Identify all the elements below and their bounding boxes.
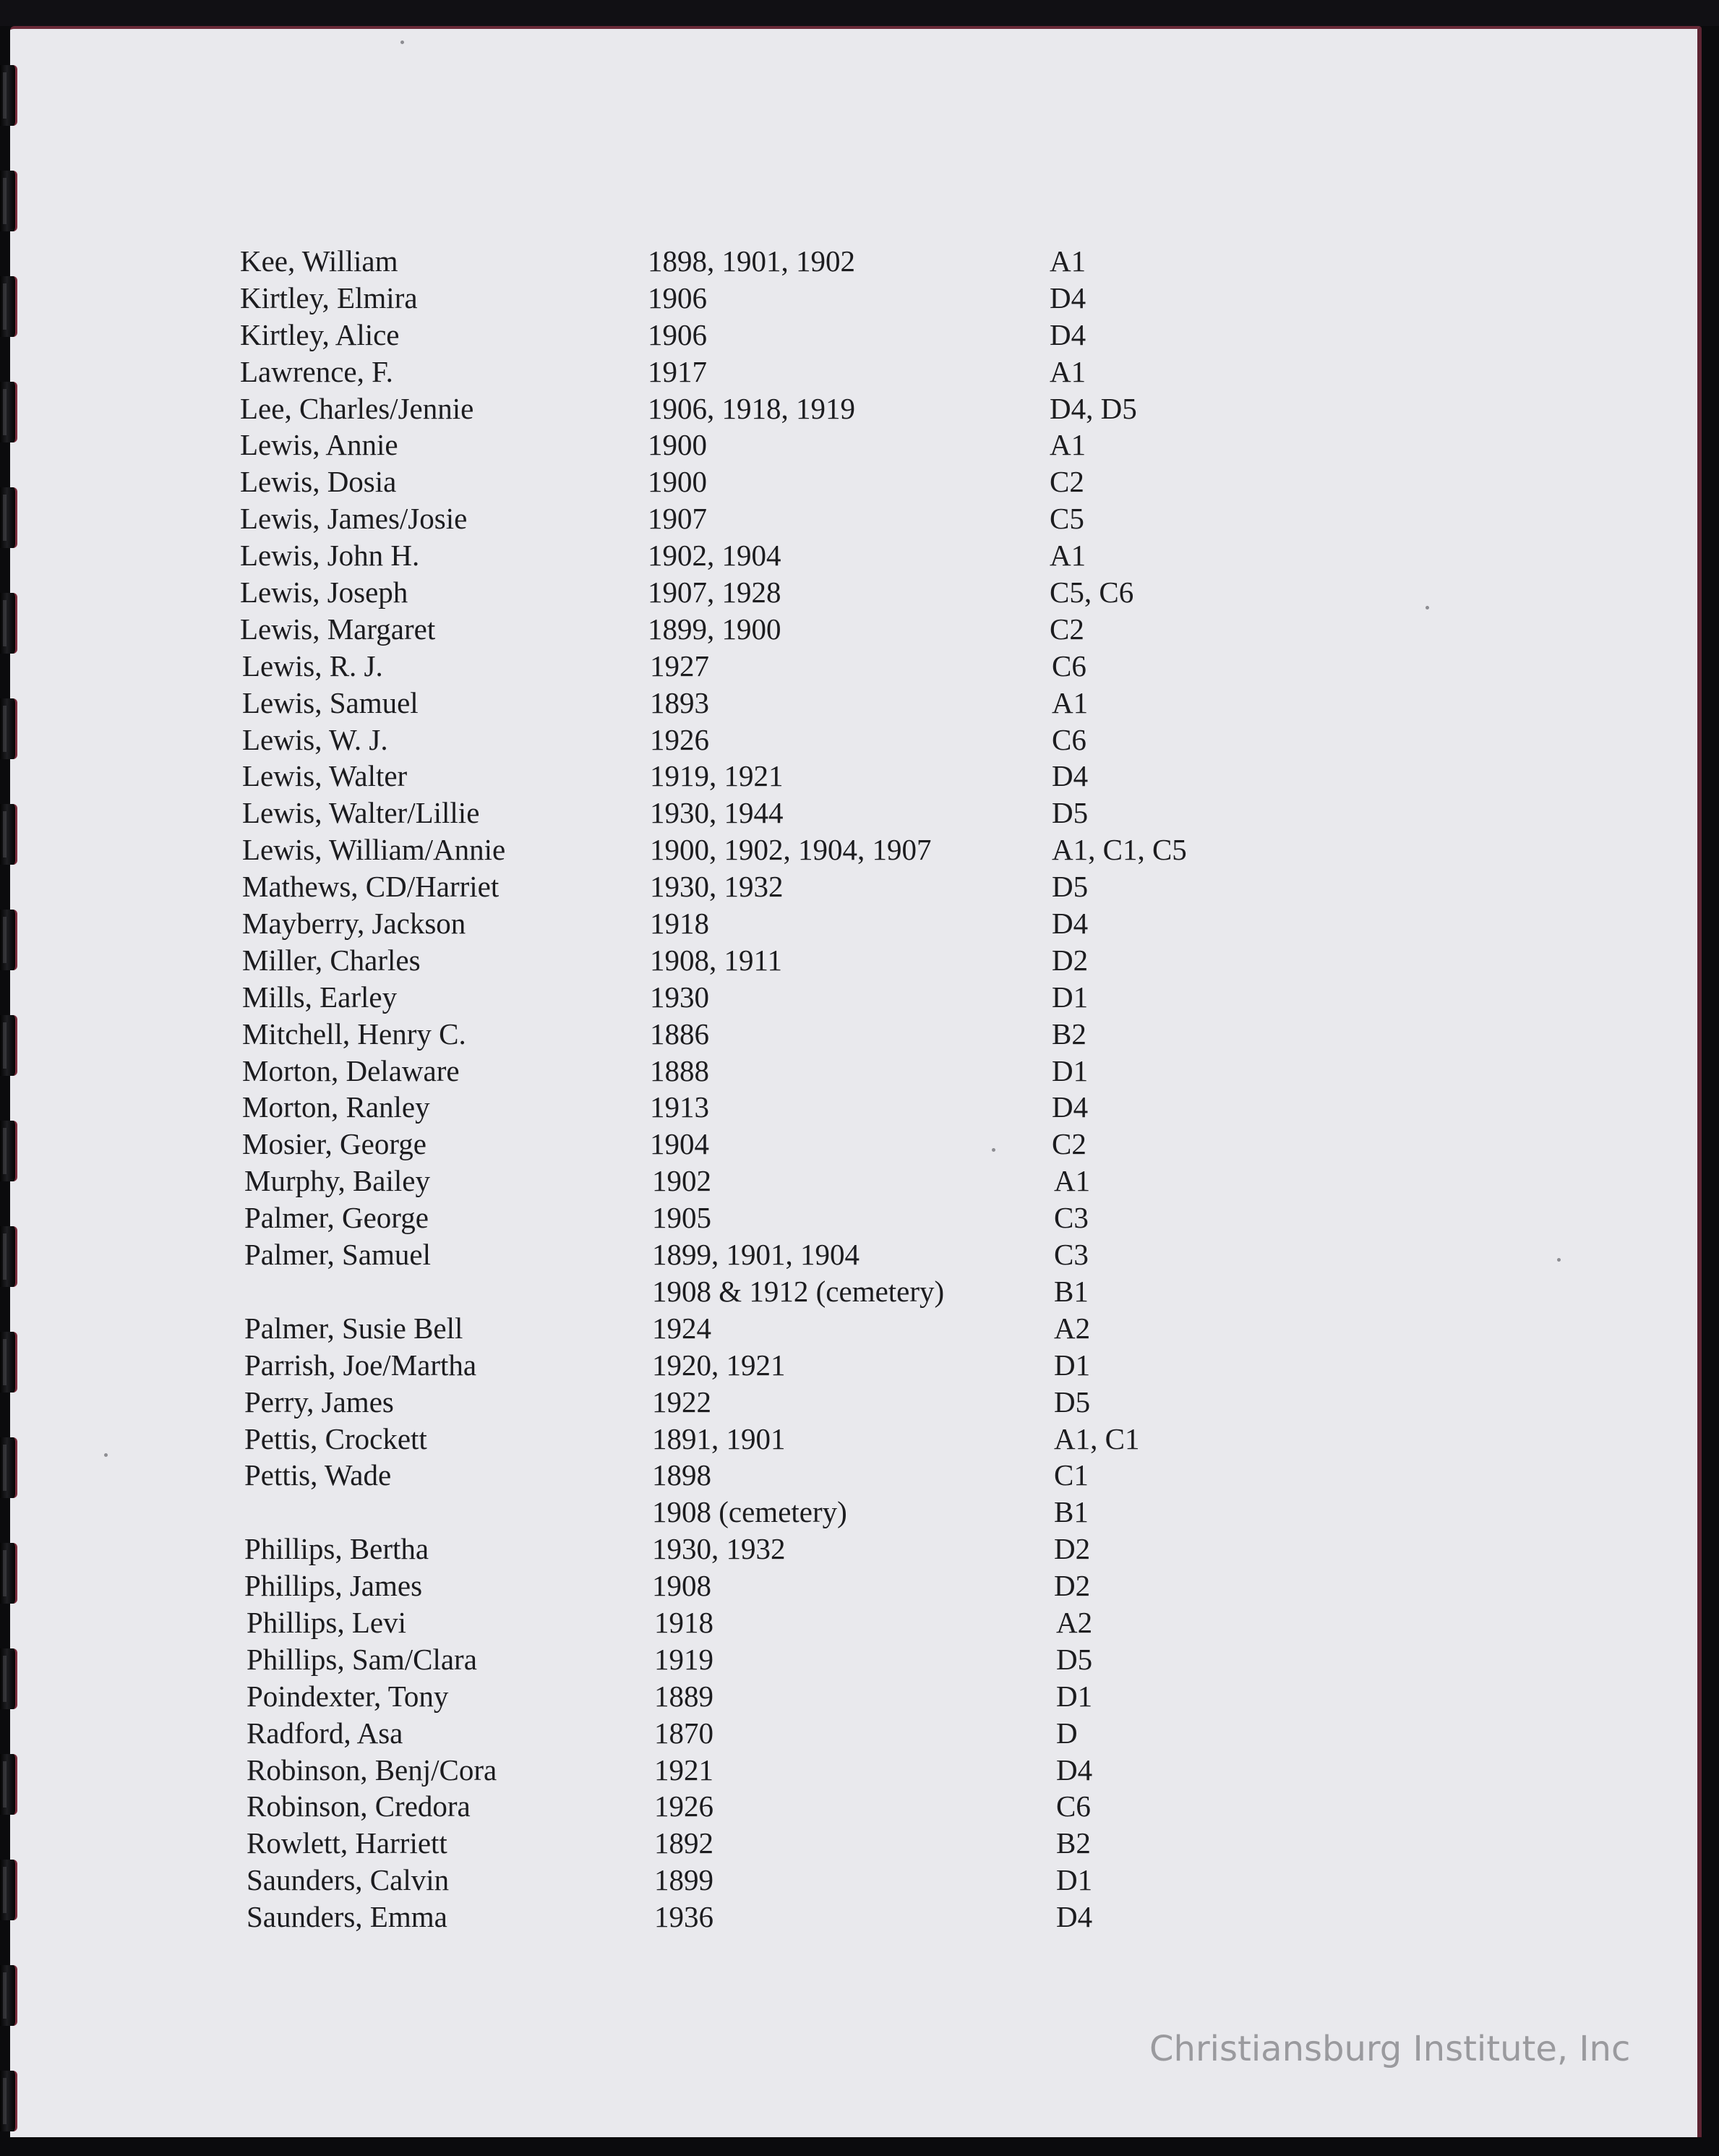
entry-location: D5: [1054, 1385, 1091, 1419]
entry-row: [240, 868, 1324, 905]
binding-ring: [0, 698, 17, 759]
entry-years: 1926: [654, 1789, 713, 1823]
entry-location: D4, D5: [1050, 391, 1137, 425]
entry-location: C2: [1052, 1127, 1086, 1161]
entry-name: Palmer, Susie Bell: [244, 1311, 463, 1345]
entry-name: Mills, Earley: [242, 980, 398, 1014]
entry-years: 1900: [648, 465, 707, 499]
binding-ring: [0, 487, 17, 548]
entry-location: D4: [1052, 759, 1089, 793]
entry-row: [240, 1825, 1324, 1862]
entry-location: D4: [1052, 1090, 1089, 1124]
entry-years: 1936: [654, 1900, 713, 1934]
entry-years: 1902, 1904: [648, 539, 781, 573]
entry-years: 1908 & 1912 (cemetery): [652, 1274, 945, 1308]
entry-row: [240, 574, 1324, 611]
entry-years: 1902: [652, 1164, 711, 1198]
entry-row: [240, 1604, 1324, 1641]
entry-location: B2: [1052, 1017, 1086, 1051]
entry-years: 1898, 1901, 1902: [648, 244, 855, 278]
entry-row: [240, 1199, 1324, 1236]
entry-years: 1899, 1901, 1904: [652, 1238, 860, 1272]
watermark-text: Christiansburg Institute, Inc: [1149, 2029, 1631, 2069]
entry-location: D1: [1054, 1348, 1091, 1382]
entry-years: 1907, 1928: [648, 576, 781, 609]
entry-row: [240, 1384, 1324, 1421]
entry-years: 1926: [650, 722, 709, 756]
entry-location: D5: [1052, 796, 1089, 830]
entry-row: [240, 1899, 1324, 1935]
entry-location: C3: [1054, 1238, 1089, 1272]
entry-location: D4: [1056, 1753, 1093, 1787]
entry-years: 1898: [652, 1458, 711, 1492]
entry-location: C6: [1052, 649, 1086, 683]
entry-years: 1920, 1921: [652, 1348, 786, 1382]
entry-row: [240, 758, 1324, 795]
entry-years: 1892: [654, 1826, 713, 1860]
entry-location: D4: [1050, 281, 1086, 315]
entry-location: A1, C1: [1054, 1421, 1140, 1455]
entry-row: [240, 795, 1324, 831]
entry-name: Lewis, Samuel: [242, 685, 419, 719]
entry-row: [240, 500, 1324, 537]
entry-location: C6: [1052, 722, 1086, 756]
entry-row: [240, 317, 1324, 354]
entry-name: Robinson, Credora: [247, 1789, 471, 1823]
entry-years: 1918: [654, 1605, 713, 1639]
entry-years: 1906: [648, 317, 707, 351]
entry-location: C5, C6: [1050, 576, 1134, 609]
entry-location: D2: [1052, 943, 1089, 977]
entry-name: Lewis, James/Josie: [240, 502, 468, 536]
entry-name: Lee, Charles/Jennie: [240, 391, 474, 425]
entry-location: A2: [1054, 1311, 1091, 1345]
entry-name: Morton, Delaware: [242, 1053, 460, 1087]
entry-location: A1: [1050, 354, 1086, 388]
entry-location: D5: [1056, 1642, 1093, 1676]
entry-location: D4: [1052, 907, 1089, 941]
entry-location: A1: [1050, 244, 1086, 278]
entry-name: Palmer, Samuel: [244, 1238, 431, 1272]
entry-row: [240, 1641, 1324, 1678]
entry-row: [240, 1862, 1324, 1899]
entry-name: Lewis, Dosia: [240, 465, 397, 499]
entry-location: A1: [1054, 1164, 1091, 1198]
entry-row: [240, 390, 1324, 427]
entry-years: 1908 (cemetery): [652, 1495, 847, 1529]
binding-ring: [0, 1437, 17, 1498]
binding-ring: [0, 1648, 17, 1709]
binding-ring: [0, 593, 17, 654]
entry-row: [240, 1053, 1324, 1090]
entry-years: 1893: [650, 685, 709, 719]
entry-location: D1: [1052, 1053, 1089, 1087]
entry-name: Lewis, Joseph: [240, 576, 408, 609]
entry-location: A2: [1056, 1605, 1093, 1639]
entry-years: 1930, 1932: [652, 1532, 786, 1566]
entry-location: D4: [1056, 1900, 1093, 1934]
entry-name: Morton, Ranley: [242, 1090, 430, 1124]
paper-speck: [1557, 1258, 1561, 1262]
entry-years: 1921: [654, 1753, 713, 1787]
entry-years: 1919: [654, 1642, 713, 1676]
entry-row: [240, 648, 1324, 685]
entry-name: Saunders, Calvin: [247, 1863, 450, 1897]
entry-name: Lewis, William/Annie: [242, 833, 506, 867]
top-background-strip: [0, 0, 1719, 26]
entry-years: 1900, 1902, 1904, 1907: [650, 833, 932, 867]
entry-location: D1: [1056, 1863, 1093, 1897]
entry-years: 1918: [650, 907, 709, 941]
binding-ring: [0, 276, 17, 337]
entry-row: [240, 354, 1324, 390]
entry-row: [240, 537, 1324, 574]
entry-name: Mitchell, Henry C.: [242, 1017, 466, 1051]
entry-name: Mosier, George: [242, 1127, 426, 1161]
binding-ring: [0, 65, 17, 126]
entry-row: [240, 1531, 1324, 1567]
entry-name: Pettis, Crockett: [244, 1421, 427, 1455]
entry-name: Murphy, Bailey: [244, 1164, 430, 1198]
binding-ring: [0, 1543, 17, 1604]
entry-row: [240, 1016, 1324, 1053]
document-page: [10, 26, 1702, 2137]
binding-ring: [0, 804, 17, 865]
entry-name: Phillips, Bertha: [244, 1532, 429, 1566]
entry-row: [240, 611, 1324, 648]
entry-location: D2: [1054, 1532, 1091, 1566]
entry-row: [240, 685, 1324, 722]
paper-speck: [992, 1148, 995, 1152]
entry-years: 1891, 1901: [652, 1421, 786, 1455]
entry-location: A1: [1050, 428, 1086, 462]
entry-years: 1924: [652, 1311, 711, 1345]
entry-location: A1: [1050, 539, 1086, 573]
entry-years: 1908, 1911: [650, 943, 782, 977]
entry-years: 1904: [650, 1127, 709, 1161]
entry-name: Lewis, Walter/Lillie: [242, 796, 480, 830]
binding-ring: [0, 171, 17, 231]
entry-years: 1906: [648, 281, 707, 315]
entry-name: Lewis, Walter: [242, 759, 408, 793]
entry-name: Lawrence, F.: [240, 354, 393, 388]
entry-name: Pettis, Wade: [244, 1458, 392, 1492]
binding-ring: [0, 1015, 17, 1076]
entry-name: Poindexter, Tony: [247, 1679, 449, 1713]
entry-years: 1899, 1900: [648, 612, 781, 646]
paper-speck: [400, 40, 404, 44]
entry-row: [240, 1126, 1324, 1163]
entry-years: 1927: [650, 649, 709, 683]
entry-location: B2: [1056, 1826, 1091, 1860]
entry-name: Lewis, Margaret: [240, 612, 436, 646]
entry-name: Perry, James: [244, 1385, 394, 1419]
paper-speck: [1426, 606, 1429, 609]
entry-row: [240, 1089, 1324, 1126]
binding-ring: [0, 1226, 17, 1287]
entry-name: Rowlett, Harriett: [247, 1826, 447, 1860]
entry-name: Phillips, James: [244, 1569, 423, 1603]
entry-location: D: [1056, 1716, 1078, 1750]
entry-years: 1899: [654, 1863, 713, 1897]
entry-years: 1889: [654, 1679, 713, 1713]
entry-row: [240, 905, 1324, 942]
entry-years: 1913: [650, 1090, 709, 1124]
entry-row: [240, 722, 1324, 758]
entry-location: B1: [1054, 1274, 1089, 1308]
entry-row: [240, 1678, 1324, 1715]
entry-row: [240, 243, 1324, 280]
binding-ring: [0, 1332, 17, 1393]
entry-years: 1900: [648, 428, 707, 462]
entry-years: 1907: [648, 502, 707, 536]
entry-name: Lewis, Annie: [240, 428, 398, 462]
entry-location: A1: [1052, 685, 1089, 719]
entry-location: C2: [1050, 465, 1084, 499]
entry-years: 1908: [652, 1569, 711, 1603]
entry-years: 1906, 1918, 1919: [648, 391, 855, 425]
entry-years: 1905: [652, 1201, 711, 1235]
entry-row: [240, 1347, 1324, 1384]
entry-row: [240, 1421, 1324, 1458]
binding-ring: [0, 1860, 17, 1920]
entry-row: [240, 831, 1324, 868]
entry-years: 1886: [650, 1017, 709, 1051]
entry-location: D5: [1052, 870, 1089, 904]
entry-row: [240, 1567, 1324, 1604]
entry-row: [240, 1236, 1324, 1273]
entry-name: Lewis, W. J.: [242, 722, 388, 756]
entry-row: [240, 280, 1324, 317]
entry-row: [240, 1752, 1324, 1789]
entry-row: [240, 1457, 1324, 1494]
entry-location: C5: [1050, 502, 1084, 536]
burial-index-list: [240, 243, 1324, 1935]
entry-location: D1: [1056, 1679, 1093, 1713]
entry-name: Phillips, Levi: [247, 1605, 406, 1639]
entry-years: 1917: [648, 354, 707, 388]
entry-row: [240, 1310, 1324, 1347]
entry-name: Lewis, John H.: [240, 539, 420, 573]
entry-name: Kee, William: [240, 244, 398, 278]
entry-location: D1: [1052, 980, 1089, 1014]
paper-speck: [104, 1453, 108, 1457]
entry-row: [240, 942, 1324, 979]
entry-name: Lewis, R. J.: [242, 649, 383, 683]
entry-location: B1: [1054, 1495, 1089, 1529]
entry-name: Phillips, Sam/Clara: [247, 1642, 477, 1676]
entry-row: [240, 427, 1324, 463]
entry-years: 1930, 1932: [650, 870, 784, 904]
entry-years: 1870: [654, 1716, 713, 1750]
entry-years: 1919, 1921: [650, 759, 784, 793]
entry-row: [240, 463, 1324, 500]
entry-name: Miller, Charles: [242, 943, 421, 977]
binding-ring: [0, 382, 17, 442]
entry-location: A1, C1, C5: [1052, 833, 1187, 867]
entry-years: 1930, 1944: [650, 796, 784, 830]
entry-name: Robinson, Benj/Cora: [247, 1753, 497, 1787]
entry-name: Mathews, CD/Harriet: [242, 870, 500, 904]
entry-name: Palmer, George: [244, 1201, 429, 1235]
spiral-binding: [0, 65, 35, 2118]
entry-name: Saunders, Emma: [247, 1900, 447, 1934]
entry-row: [240, 1163, 1324, 1199]
entry-name: [244, 1273, 652, 1310]
entry-name: Radford, Asa: [247, 1716, 403, 1750]
entry-location: C2: [1050, 612, 1084, 646]
entry-row: [240, 1715, 1324, 1752]
entry-row: [240, 979, 1324, 1016]
entry-row: [240, 1788, 1324, 1825]
entry-name: Parrish, Joe/Martha: [244, 1348, 477, 1382]
entry-row: [240, 1273, 1324, 1310]
entry-row: [240, 1494, 1324, 1531]
entry-name: [244, 1494, 652, 1531]
entry-years: 1888: [650, 1053, 709, 1087]
binding-ring: [0, 2071, 17, 2131]
binding-ring: [0, 1754, 17, 1815]
binding-ring: [0, 1965, 17, 2026]
entry-name: Kirtley, Elmira: [240, 281, 418, 315]
binding-ring: [0, 910, 17, 970]
entry-years: 1930: [650, 980, 709, 1014]
entry-location: D2: [1054, 1569, 1091, 1603]
binding-ring: [0, 1121, 17, 1181]
entry-location: C6: [1056, 1789, 1091, 1823]
entry-location: C3: [1054, 1201, 1089, 1235]
entry-years: 1922: [652, 1385, 711, 1419]
entry-name: Kirtley, Alice: [240, 317, 400, 351]
entry-location: D4: [1050, 317, 1086, 351]
entry-name: Mayberry, Jackson: [242, 907, 466, 941]
entry-location: C1: [1054, 1458, 1089, 1492]
